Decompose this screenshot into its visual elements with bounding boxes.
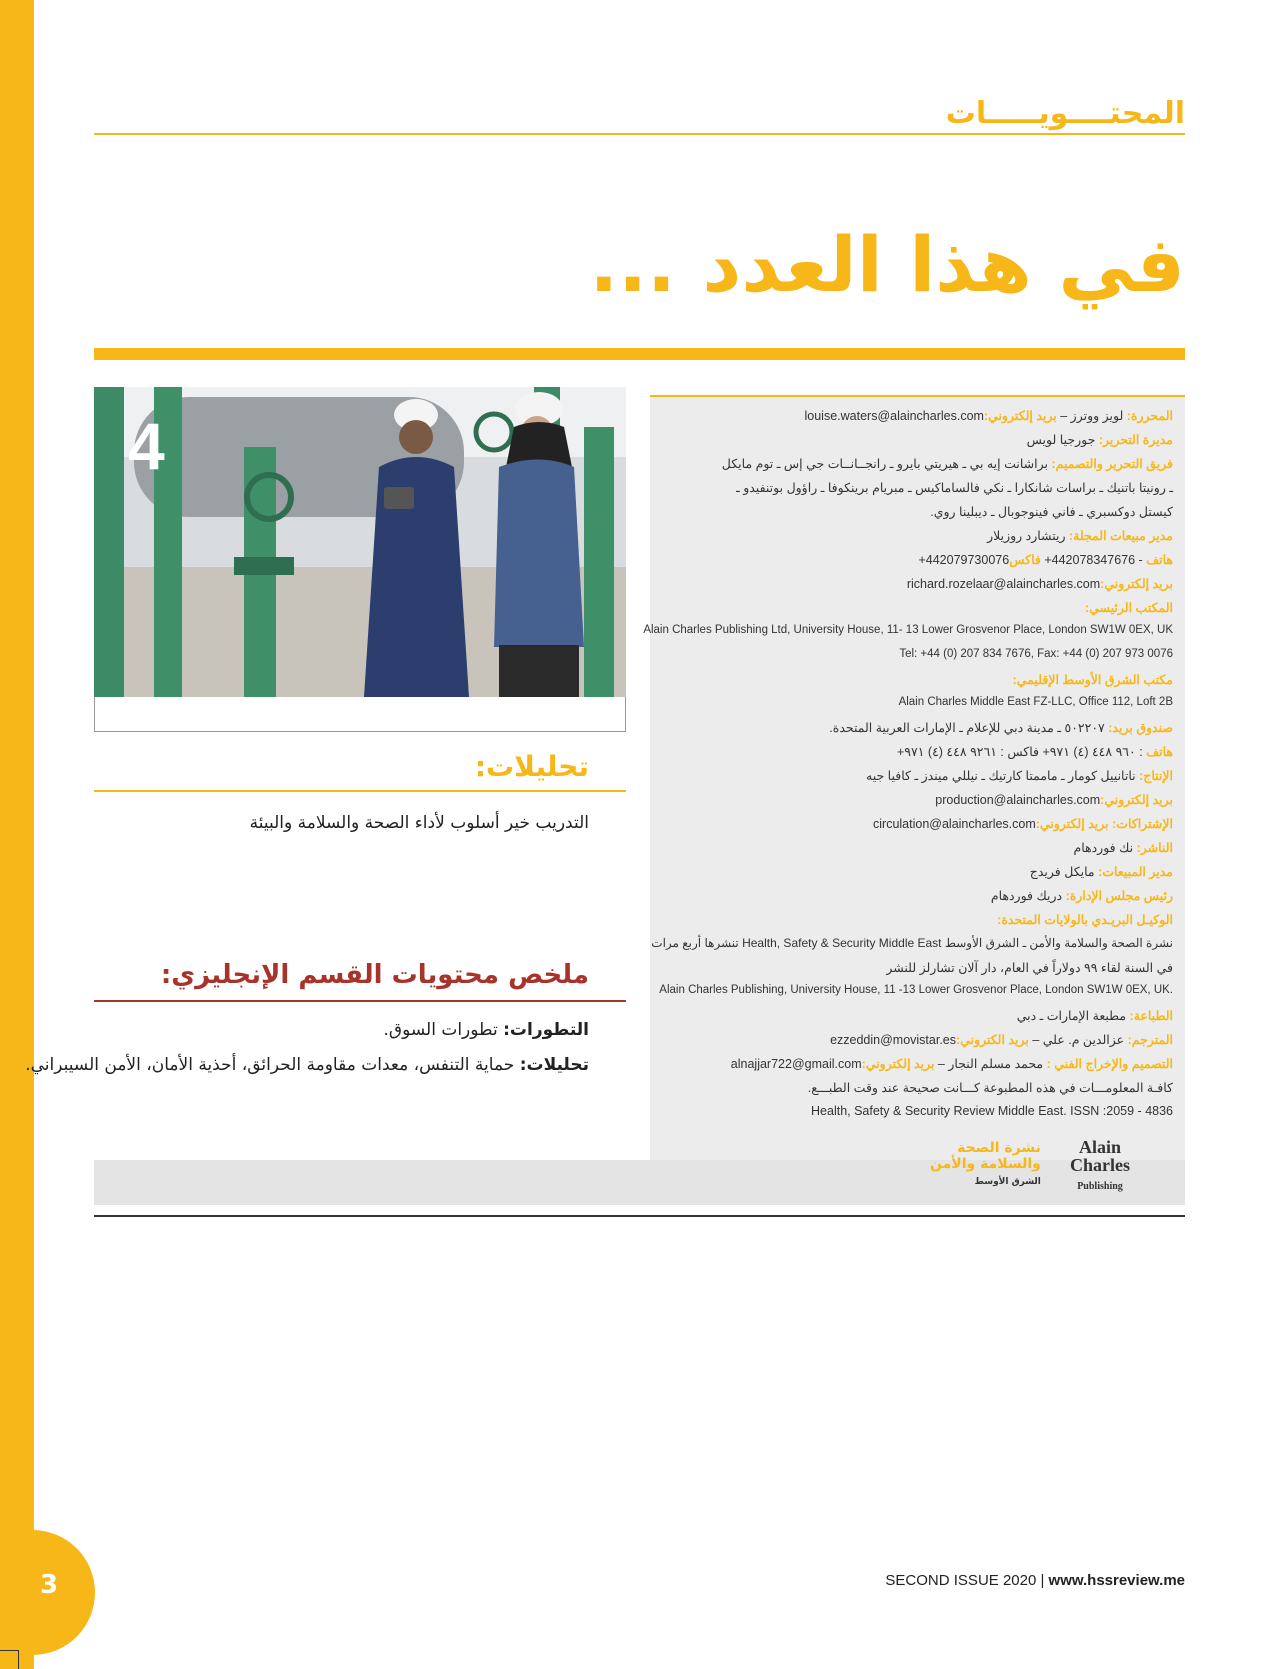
label: المكتب الرئيسي: — [1084, 601, 1173, 615]
label: التصميم والإخراج الفني : — [1046, 1057, 1173, 1071]
masthead-head-office-tel: Tel: +44 (0) 207 834 7676, Fax: +44 (0) 207 973 0076 — [899, 648, 1173, 660]
value: لويز ووترز – — [1056, 409, 1127, 423]
logo-text: Alain — [1078, 1137, 1121, 1157]
alain-charles-logo — [1070, 1138, 1130, 1196]
feature-photo — [94, 387, 626, 697]
value: +442078347676 - — [1040, 553, 1147, 567]
summary-text: تطورات السوق. — [383, 1020, 504, 1040]
label: الإشتراكات: بريد إلكتروني: — [1035, 817, 1173, 831]
masthead-us-agent — [997, 912, 1173, 927]
value: جورجيا لويس — [1026, 433, 1099, 447]
email-link[interactable]: alnajjar722@gmail.com — [730, 1057, 862, 1071]
masthead-production-email — [935, 792, 1173, 807]
masthead-head-office-address: Alain Charles Publishing Ltd, University House, 11- 13 Lower Grosvenor Place, London SW1W 0EX, UK — [643, 624, 1173, 636]
value: : ٩٦٠ ٤٤٨ (٤) ٩٧١+ فاكس : ٩٢٦١ ٤٤٨ (٤) ٩٧١+ — [896, 745, 1147, 759]
summary-rule — [94, 1000, 626, 1002]
masthead-me-phone — [897, 744, 1173, 759]
masthead-team-cont: ـ رونيتا باتنيك ـ براسات شانكارا ـ نكي فالساماكيس ـ مبريام برينكوفا ـ راؤول بوتنفيدو ـ — [736, 481, 1173, 495]
label: الناشر: — [1136, 841, 1173, 855]
value: +442079730076 — [914, 553, 1010, 567]
logo-text: والسلامة والأمن — [930, 1156, 1041, 1172]
masthead-team — [722, 456, 1173, 471]
page-side-bar — [0, 0, 34, 1669]
value: مايكل فريدج — [1029, 865, 1099, 879]
hss-review-logo — [930, 1140, 1041, 1190]
logo-text: Charles — [1070, 1155, 1130, 1175]
footer — [885, 1572, 1185, 1589]
label: الإنتاج: — [1139, 769, 1173, 783]
label: هاتف — [1146, 745, 1173, 759]
masthead-editor — [805, 408, 1174, 423]
masthead-issn: Health, Safety & Security Review Middle East. ISSN :2059 - 4836 — [811, 1104, 1173, 1118]
page-title: في هذا العدد ... — [589, 220, 1185, 309]
summary-text: حماية التنفس، معدات مقاومة الحرائق، أحذية الأمان، الأمن السيبراني. — [25, 1055, 520, 1075]
label: بريد الكتروني: — [956, 1033, 1029, 1047]
label: رئيس مجلس الإدارة: — [1065, 889, 1173, 903]
masthead-team-cont: كيستل دوكسبري ـ فاني فينوجوبال ـ ديبلينا روي. — [930, 505, 1173, 519]
masthead-design — [731, 1056, 1173, 1071]
feature-text: التدريب خير أسلوب لأداء الصحة والسلامة والبيئة — [249, 813, 589, 833]
label: فريق التحرير والتصميم: — [1051, 457, 1173, 471]
summary-heading: ملخص محتويات القسم الإنجليزي: — [160, 960, 589, 990]
title-rule — [94, 348, 1185, 360]
summary-label: تحليلات: — [519, 1055, 589, 1075]
email-link[interactable]: richard.rozelaar@alaincharles.com — [906, 577, 1101, 591]
label: الوكيـل البريـدي بالولايات المتحدة: — [997, 913, 1173, 927]
masthead-us-agent-line: نشرة الصحة والسلامة والأمن ـ الشرق الأوسط Health, Safety & Security Middle East تنشرها أربع مرات — [651, 936, 1173, 950]
masthead-publisher — [1073, 840, 1173, 855]
bottom-rule — [94, 1215, 1185, 1217]
label: الطباعة: — [1129, 1009, 1173, 1023]
logo-text: نشرة الصحة — [957, 1140, 1041, 1156]
email-link[interactable]: circulation@alaincharles.com — [873, 817, 1036, 831]
masthead-printing — [1017, 1008, 1173, 1023]
label: المحررة: — [1126, 409, 1173, 423]
label: بريد إلكتروني: — [983, 409, 1057, 423]
value: براشانت إيه بي ـ هيريتي بايرو ـ رانجــانــات جي إس ـ توم مايكل — [721, 457, 1052, 471]
value: ناتانييل كومار ـ ماممتا كارتيك ـ نيللي ميندز ـ كافيا جيه — [866, 769, 1140, 783]
value: نك فوردهام — [1073, 841, 1137, 855]
label: مدير مبيعات المجلة: — [1068, 529, 1173, 543]
image-number: 4 — [128, 409, 165, 483]
masthead-sales-email — [907, 576, 1173, 591]
email-link[interactable]: ezzeddin@movistar.es — [830, 1033, 957, 1047]
logo-text: Publishing — [1077, 1181, 1123, 1192]
logo-text: الشرق الأوسط — [974, 1177, 1041, 1187]
masthead-us-agent-address: Alain Charles Publishing, University House, 11 -13 Lower Grosvenor Place, London SW1W 0EX, UK. — [659, 984, 1173, 996]
value: ريتشارد روزيلار — [987, 529, 1069, 543]
masthead-chairman — [991, 888, 1173, 903]
crop-mark — [18, 1650, 19, 1669]
masthead-phone — [915, 552, 1173, 567]
masthead-managing-editor — [1027, 432, 1173, 447]
value: عزالدين م. علي – — [1028, 1033, 1128, 1047]
summary-label: التطورات: — [503, 1020, 589, 1040]
section-label: المحتــــويـــــات — [945, 96, 1185, 131]
email-link[interactable]: production@alaincharles.com — [935, 793, 1101, 807]
email-link[interactable]: louise.waters@alaincharles.com — [804, 409, 984, 423]
label: فاكس — [1009, 553, 1041, 567]
masthead-production — [866, 768, 1173, 783]
value: مطبعة الإمارات ـ دبي — [1016, 1009, 1130, 1023]
masthead-translator — [830, 1032, 1173, 1047]
masthead-box — [643, 395, 1185, 1160]
summary-line-analysis — [25, 1055, 589, 1075]
value: محمد مسلم النجار – — [934, 1057, 1047, 1071]
label: بريد إلكتروني: — [1100, 793, 1173, 807]
label: مكتب الشرق الأوسط الإقليمي: — [1012, 673, 1173, 687]
summary-line-developments — [383, 1020, 589, 1040]
industrial-workers-illustration — [94, 387, 626, 697]
feature-rule — [94, 790, 626, 792]
label: صندوق بريد: — [1108, 721, 1173, 735]
masthead-me-office-address: Alain Charles Middle East FZ-LLC, Office 112, Loft 2B — [898, 696, 1173, 708]
crop-mark — [0, 1650, 18, 1651]
masthead-us-agent-line: في السنة لقاء ٩٩ دولاراً في العام، دار آلان تشارلز للنشر — [886, 961, 1173, 975]
label: بريد إلكتروني: — [1100, 577, 1173, 591]
feature-heading: تحليلات: — [474, 750, 589, 783]
masthead-me-office — [1013, 672, 1173, 687]
masthead-po-box — [829, 720, 1173, 735]
masthead-head-office — [1085, 600, 1173, 615]
website-link[interactable]: www.hssreview.me — [1048, 1572, 1185, 1589]
masthead-rule — [650, 395, 1185, 397]
masthead-subscriptions — [873, 816, 1173, 831]
label: مديرة التحرير: — [1098, 433, 1173, 447]
page-number: 3 — [40, 1570, 59, 1600]
value: دريك فوردهام — [990, 889, 1066, 903]
header-rule — [94, 133, 1185, 135]
label: بريد إلكتروني: — [861, 1057, 935, 1071]
masthead-sales-director — [1030, 864, 1173, 879]
value: ٥٠٢٢٠٧ ـ مدينة دبي للإعلام ـ الإمارات العربية المتحدة. — [829, 721, 1109, 735]
label: مدير المبيعات: — [1098, 865, 1173, 879]
issue-label: SECOND ISSUE 2020 | — [885, 1572, 1049, 1589]
masthead-disclaimer: كافـة المعلومـــات في هذه المطبوعة كـــانت صحيحة عند وقت الطبـــع. — [807, 1081, 1173, 1095]
masthead-sales-manager — [987, 528, 1173, 543]
label: هاتف — [1146, 553, 1173, 567]
label: المترجم: — [1127, 1033, 1173, 1047]
